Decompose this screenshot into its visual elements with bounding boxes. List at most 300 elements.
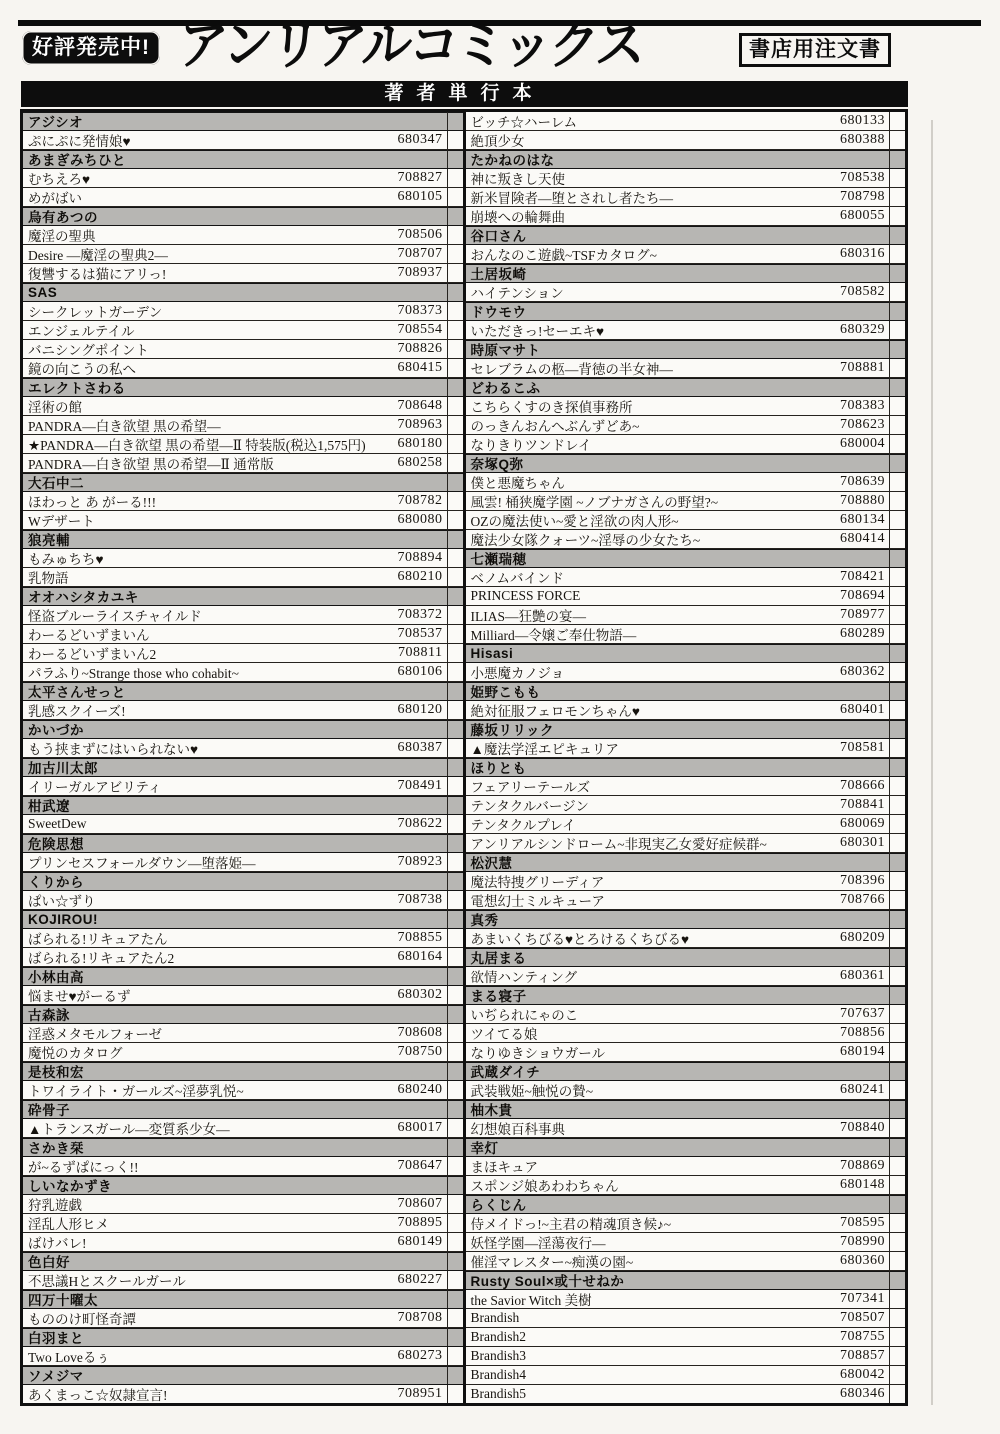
order-quantity-box (447, 1214, 463, 1232)
author-row (466, 150, 906, 169)
book-title: シークレットガーデン (28, 305, 163, 320)
book-title: ぷにぷに発情娘♥ (28, 134, 131, 149)
book-title: 妖怪学園―淫蕩夜行― (470, 1236, 606, 1251)
book-title: ビッチ☆ハーレム (470, 115, 578, 130)
order-code: 680210 (397, 569, 443, 584)
order-quantity-box (447, 169, 463, 187)
order-quantity-box (889, 1195, 905, 1213)
author-row (23, 1328, 463, 1347)
order-quantity-box (889, 378, 905, 396)
book-row (466, 967, 906, 986)
book-row (466, 625, 906, 644)
order-code: 708554 (397, 322, 443, 337)
book-title: もみゅちち♥ (28, 552, 104, 567)
order-quantity-box (889, 986, 905, 1004)
order-code: 680415 (397, 360, 443, 375)
book-row (23, 1214, 463, 1233)
author-name: しいなかずき (28, 1179, 112, 1194)
order-quantity-box (447, 435, 463, 453)
author-row (466, 264, 906, 283)
order-code: 708707 (397, 246, 443, 261)
order-quantity-box (889, 492, 905, 510)
author-row (466, 1100, 906, 1119)
book-row (466, 701, 906, 720)
order-quantity-box (889, 1062, 905, 1080)
author-name: KOJIROU! (28, 911, 99, 927)
order-quantity-box (889, 359, 905, 377)
book-row (466, 1157, 906, 1176)
author-row (466, 758, 906, 777)
scan-artifact-line (931, 120, 933, 1405)
book-title: 魔法特捜グリーディア (470, 875, 605, 890)
order-code: 680209 (840, 930, 885, 945)
order-quantity-box (889, 1157, 905, 1175)
order-quantity-box (447, 1176, 463, 1194)
order-quantity-box (889, 625, 905, 643)
order-code: 708894 (397, 550, 443, 565)
order-code: 707341 (840, 1291, 885, 1306)
order-quantity-box (889, 397, 905, 415)
book-row (466, 796, 906, 815)
order-quantity-box (447, 1138, 463, 1156)
order-code: 708951 (397, 1386, 443, 1401)
author-row (23, 283, 463, 302)
book-row (466, 321, 906, 340)
order-quantity-box (447, 549, 463, 567)
book-title: 魔淫の聖典 (28, 229, 96, 244)
book-title: 狩乳遊戯 (28, 1198, 82, 1213)
order-quantity-box (447, 986, 463, 1004)
order-quantity-box (447, 682, 463, 700)
order-code: 708639 (840, 474, 885, 489)
author-name: ほりとも (470, 761, 527, 776)
book-title: のっきんおんへぶんずどあ~ (470, 419, 640, 434)
book-row (23, 739, 463, 758)
book-title: PRINCESS FORCE (470, 588, 581, 603)
order-code: 680362 (840, 664, 885, 679)
order-quantity-box (889, 1081, 905, 1099)
book-row (23, 302, 463, 321)
order-quantity-box (889, 454, 905, 472)
author-row (23, 1005, 463, 1024)
book-row (466, 131, 906, 150)
order-quantity-box (447, 226, 463, 244)
book-row (23, 948, 463, 967)
order-code: 708396 (840, 873, 885, 888)
order-quantity-box (889, 1119, 905, 1137)
author-name: エレクトさわる (28, 381, 126, 396)
order-code: 680360 (840, 1253, 885, 1268)
order-quantity-box (447, 530, 463, 548)
order-code: 708856 (840, 1025, 885, 1040)
order-code: 680194 (840, 1044, 885, 1059)
book-title: SweetDew (28, 816, 87, 831)
order-quantity-box (889, 207, 905, 225)
book-title: 怪盗ブルーライスチャイルド (28, 609, 202, 624)
order-quantity-box (447, 1309, 463, 1327)
author-row (466, 302, 906, 321)
book-title: めがばい (28, 191, 82, 206)
book-row (466, 1385, 906, 1403)
unreal-comics-logo: アンリアルコミックス (175, 14, 645, 76)
author-name: 危険思想 (28, 837, 84, 852)
order-code: 680120 (397, 702, 443, 717)
order-quantity-box (447, 834, 463, 852)
book-title: むちえろ♥ (28, 172, 91, 187)
author-row (23, 967, 463, 986)
order-code: 708622 (397, 816, 443, 831)
author-name: 四万十曜太 (28, 1293, 98, 1308)
author-row (23, 1138, 463, 1157)
book-title: ツイてる娘 (470, 1027, 538, 1042)
order-quantity-box (447, 1271, 463, 1289)
book-row (23, 1195, 463, 1214)
order-code: 708607 (397, 1196, 443, 1211)
author-name: 武蔵ダイチ (470, 1065, 541, 1080)
order-quantity-box (889, 1214, 905, 1232)
order-code: 708855 (397, 930, 443, 945)
book-row (23, 492, 463, 511)
book-row (466, 359, 906, 378)
book-title: ぱい☆ずり (28, 894, 96, 909)
order-code: 680106 (397, 664, 443, 679)
book-title: アンリアルシンドローム~非現実乙女愛好症候群~ (470, 837, 767, 852)
order-quantity-box (447, 473, 463, 491)
book-row (466, 1347, 906, 1366)
book-title: 魔法少女隊クォーツ~淫辱の少女たち~ (470, 533, 701, 548)
author-row (466, 1195, 906, 1214)
author-row (23, 207, 463, 226)
order-code: 708648 (397, 398, 443, 413)
order-code: 708708 (397, 1310, 443, 1325)
book-row (466, 245, 906, 264)
book-title: 鏡の向こうの私へ (28, 362, 136, 377)
book-row (23, 701, 463, 720)
order-quantity-box (447, 796, 463, 814)
book-title: 神に叛きし天使 (470, 172, 565, 187)
author-row (23, 112, 463, 131)
book-title: おんなのこ遊戯~TSFカタログ~ (470, 248, 657, 263)
order-code: 708895 (397, 1215, 443, 1230)
book-row (23, 359, 463, 378)
author-row (466, 549, 906, 568)
order-code: 680302 (397, 987, 443, 1002)
order-code: 680133 (840, 113, 885, 128)
order-code: 708880 (840, 493, 885, 508)
order-code: 680004 (840, 436, 885, 451)
author-row (23, 473, 463, 492)
author-row (466, 226, 906, 245)
order-quantity-box (889, 188, 905, 206)
book-row (466, 929, 906, 948)
order-quantity-box (889, 853, 905, 871)
author-name: 狼亮輔 (28, 533, 70, 548)
book-title: 乳物語 (28, 571, 69, 586)
order-code: 680346 (840, 1386, 885, 1401)
order-quantity-box (889, 910, 905, 928)
order-code: 708977 (840, 607, 885, 622)
order-quantity-box (889, 948, 905, 966)
author-row (466, 720, 906, 739)
author-row (466, 1062, 906, 1081)
book-title: Brandish4 (470, 1367, 526, 1382)
order-code: 708881 (840, 360, 885, 375)
book-row (23, 625, 463, 644)
book-title: Desire ―魔淫の聖典2― (28, 248, 168, 263)
book-row (466, 397, 906, 416)
order-quantity-box (889, 435, 905, 453)
section-title-bar (21, 81, 908, 107)
author-row (23, 1366, 463, 1385)
book-row (466, 1214, 906, 1233)
order-quantity-box (447, 1005, 463, 1023)
book-title: 催淫マレスター~痴漢の園~ (470, 1255, 634, 1270)
order-quantity-box (889, 1024, 905, 1042)
book-title: ▲魔法学淫エピキュリア (470, 742, 619, 757)
author-row (466, 644, 906, 663)
order-quantity-box (889, 1366, 905, 1384)
order-quantity-box (889, 302, 905, 320)
order-quantity-box (889, 1005, 905, 1023)
order-code: 680240 (397, 1082, 443, 1097)
order-quantity-box (447, 644, 463, 662)
order-quantity-box (889, 264, 905, 282)
book-title: 幻想娘百科事典 (470, 1122, 565, 1137)
book-row (23, 1347, 463, 1366)
book-row (466, 891, 906, 910)
order-quantity-box (889, 131, 905, 149)
author-name: かいづか (28, 723, 84, 738)
author-row (466, 682, 906, 701)
order-code: 680080 (397, 512, 443, 527)
author-name: 太平さんせっと (28, 685, 126, 700)
author-name: 幸灯 (470, 1141, 499, 1156)
book-row (466, 1119, 906, 1138)
author-row (466, 378, 906, 397)
order-code: 708506 (397, 227, 443, 242)
author-row (466, 986, 906, 1005)
order-code: 708841 (840, 797, 885, 812)
author-name: Rusty Soul×或十せねか (470, 1274, 625, 1289)
book-row (466, 739, 906, 758)
book-row (466, 663, 906, 682)
book-title: いぢられにゃのこ (470, 1008, 579, 1023)
order-quantity-box (889, 1309, 905, 1327)
order-quantity-box (889, 340, 905, 358)
book-title: the Savior Witch 美樹 (470, 1293, 592, 1308)
bookstore-order-label: 書店用注文書 (739, 33, 891, 67)
order-quantity-box (447, 150, 463, 168)
order-quantity-box (447, 1062, 463, 1080)
order-code: 708840 (840, 1120, 885, 1135)
order-code: 708750 (397, 1044, 443, 1059)
order-code: 708491 (397, 778, 443, 793)
order-quantity-box (447, 1385, 463, 1403)
author-row (23, 530, 463, 549)
order-code: 708582 (840, 284, 885, 299)
author-row (23, 720, 463, 739)
order-code: 708963 (397, 417, 443, 432)
book-title: ILIAS―狂艶の宴― (470, 609, 586, 624)
book-row (466, 1043, 906, 1062)
order-code: 708738 (397, 892, 443, 907)
order-quantity-box (447, 739, 463, 757)
book-title: Milliard―令嬢ご奉仕物語― (470, 628, 637, 643)
book-row (23, 777, 463, 796)
book-row (23, 226, 463, 245)
order-code: 708666 (840, 778, 885, 793)
order-code: 708581 (840, 740, 885, 755)
order-quantity-box (889, 549, 905, 567)
order-quantity-box (447, 1024, 463, 1042)
book-title: エンジェルテイル (28, 324, 135, 339)
order-code: 708990 (840, 1234, 885, 1249)
order-quantity-box (889, 1233, 905, 1251)
book-row (466, 815, 906, 834)
order-quantity-box (889, 739, 905, 757)
order-quantity-box (447, 416, 463, 434)
author-name: 烏有あつの (28, 210, 98, 225)
author-name: らくじん (470, 1198, 527, 1213)
order-quantity-box (447, 606, 463, 624)
author-row (23, 682, 463, 701)
book-title: 新米冒険者―堕とされし者たち― (470, 191, 673, 206)
order-quantity-box (447, 302, 463, 320)
order-quantity-box (447, 910, 463, 928)
order-quantity-box (447, 321, 463, 339)
author-name: アジシオ (28, 115, 84, 130)
author-name: 土居坂崎 (470, 267, 527, 282)
book-row (23, 891, 463, 910)
order-code: 680414 (840, 531, 885, 546)
book-row (23, 321, 463, 340)
book-title: 復讐するは猫にアリっ! (28, 267, 167, 282)
order-quantity-box (447, 207, 463, 225)
order-quantity-box (447, 397, 463, 415)
book-title: ▲トランスガール―変質系少女― (28, 1122, 230, 1137)
order-quantity-box (447, 1119, 463, 1137)
order-quantity-box (447, 340, 463, 358)
author-name: 加古川太郎 (28, 761, 98, 776)
book-row (466, 492, 906, 511)
book-title: テンタクルプレイ (470, 818, 576, 833)
book-row (466, 1309, 906, 1328)
order-quantity-box (447, 188, 463, 206)
order-quantity-box (447, 454, 463, 472)
order-quantity-box (447, 891, 463, 909)
book-title: Wデザート (28, 514, 95, 529)
book-title: 淫術の館 (28, 400, 82, 415)
order-quantity-box (447, 720, 463, 738)
order-code: 708372 (397, 607, 443, 622)
author-name: さかき栞 (28, 1141, 84, 1156)
book-title: こちらくすのき探偵事務所 (470, 400, 633, 415)
order-quantity-box (889, 150, 905, 168)
author-row (466, 1271, 906, 1290)
book-title: Two Loveるぅ (28, 1350, 110, 1365)
book-row (466, 511, 906, 530)
order-quantity-box (889, 587, 905, 605)
book-title: 崩壊への輪舞曲 (470, 210, 565, 225)
order-code: 680164 (397, 949, 443, 964)
book-title: もののけ町怪奇譚 (28, 1312, 136, 1327)
book-title: 絶頂少女 (470, 134, 525, 149)
book-title: PANDRA―白き欲望 黒の希望―Ⅱ 通常版 (28, 457, 274, 472)
order-code: 680149 (397, 1234, 443, 1249)
order-quantity-box (447, 245, 463, 263)
order-quantity-box (889, 1043, 905, 1061)
book-title: ばられる!リキュアたん (28, 932, 168, 947)
column-0 (23, 112, 463, 1403)
order-code: 680289 (840, 626, 885, 641)
book-title: パラふり~Strange those who cohabit~ (28, 666, 239, 681)
book-row (466, 530, 906, 549)
order-code: 680069 (840, 816, 885, 831)
order-code: 708857 (840, 1348, 885, 1363)
author-row (23, 1290, 463, 1309)
book-title: 小悪魔カノジョ (470, 666, 565, 681)
order-quantity-box (889, 701, 905, 719)
book-title: 欲情ハンティング (470, 970, 578, 985)
book-row (23, 1043, 463, 1062)
book-title: ほわっと あ がーる!!! (28, 495, 157, 510)
book-row (466, 777, 906, 796)
order-quantity-box (889, 530, 905, 548)
author-name: 古森詠 (28, 1008, 70, 1023)
book-row (23, 929, 463, 948)
author-row (466, 454, 906, 473)
order-quantity-box (889, 568, 905, 586)
order-quantity-box (889, 663, 905, 681)
order-quantity-box (447, 625, 463, 643)
author-name: 大石中二 (28, 476, 84, 491)
book-title: 武装戦姫~触悦の贄~ (470, 1084, 594, 1099)
book-title: 淫乱人形ヒメ (28, 1217, 109, 1232)
order-code: 708383 (840, 398, 885, 413)
book-row (466, 473, 906, 492)
order-code: 680361 (840, 968, 885, 983)
order-quantity-box (889, 872, 905, 890)
author-name: 松沢慧 (470, 856, 513, 871)
book-title: あまいくちびる♥とろけるくちびる♥ (470, 932, 690, 947)
order-quantity-box (889, 226, 905, 244)
order-code: 708782 (397, 493, 443, 508)
book-title: わーるどいずまいん (28, 628, 150, 643)
book-title: バニシングポイント (28, 343, 149, 358)
author-row (23, 1176, 463, 1195)
order-quantity-box (889, 112, 905, 130)
order-code: 680258 (397, 455, 443, 470)
book-row (466, 416, 906, 435)
order-code: 708623 (840, 417, 885, 432)
book-title: あくまっこ☆奴隷宣言! (28, 1388, 168, 1403)
book-row (466, 834, 906, 853)
order-code: 708694 (840, 588, 885, 603)
order-code: 708869 (840, 1158, 885, 1173)
book-row (23, 568, 463, 587)
order-quantity-box (889, 815, 905, 833)
author-name: あまぎみちひと (28, 153, 126, 168)
book-title: 悩ませ♥がーるず (28, 989, 131, 1004)
book-row (23, 169, 463, 188)
book-title: 魔悦のカタログ (28, 1046, 123, 1061)
author-name: 砕骨子 (28, 1103, 70, 1118)
author-name: ソメジマ (28, 1369, 84, 1384)
author-name: 丸居まる (470, 951, 527, 966)
order-code: 708766 (840, 892, 885, 907)
order-quantity-box (447, 283, 463, 301)
order-code: 680401 (840, 702, 885, 717)
